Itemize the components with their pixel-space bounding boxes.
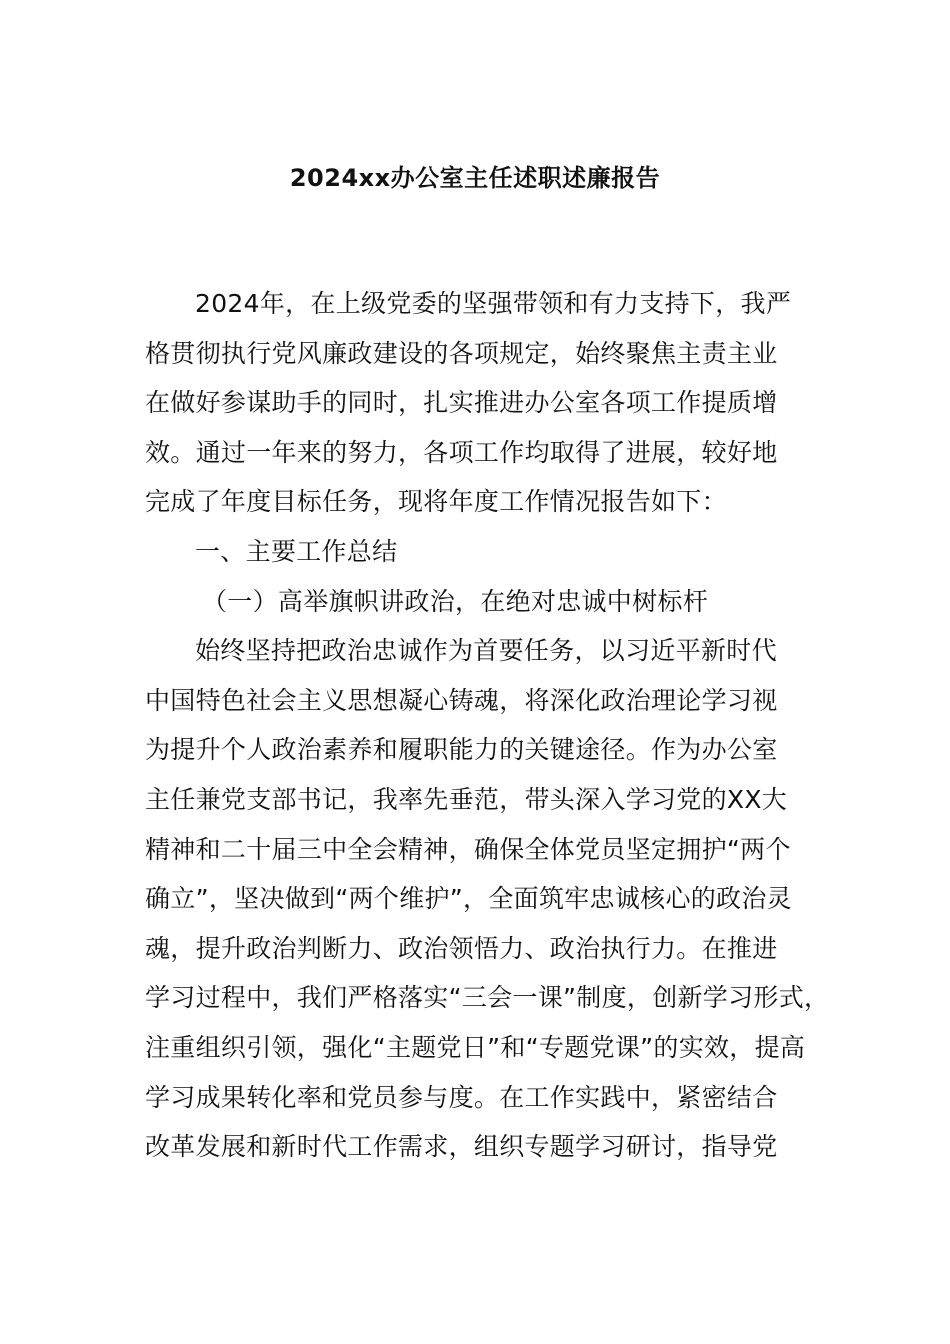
paragraph-line: 改革发展和新时代工作需求，组织专题学习研讨，指导党 [145,1132,778,1162]
paragraph-line: 注重组织引领，强化“主题党日”和“专题党课”的实效，提高 [145,1032,806,1062]
paragraph-line: 学习成果转化率和党员参与度。在工作实践中，紧密结合 [145,1082,778,1112]
paragraph-line: 始终坚持把政治忠诚作为首要任务，以习近平新时代 [195,636,777,666]
paragraph-line: 2024年，在上级党委的坚强带领和有力支持下，我严 [195,289,792,318]
paragraph-line: 魂，提升政治判断力、政治领悟力、政治执行力。在推进 [145,933,778,963]
section-heading: 一、主要工作总结 [195,536,398,566]
document-title: 2024xx办公室主任述职述廉报告 [289,164,661,192]
paragraph-line: 完成了年度目标任务，现将年度工作情况报告如下： [145,487,727,517]
subsection-heading: （一）高举旗帜讲政治，在绝对忠诚中树标杆 [202,586,709,616]
document-body [145,279,830,1172]
paragraph-line: 格贯彻执行党风廉政建设的各项规定，始终聚焦主责主业 [145,338,778,368]
paragraph-line: 学习过程中，我们严格落实“三会一课”制度，创新学习形式， [145,983,830,1013]
paragraph-line: 精神和二十届三中全会精神，确保全体党员坚定拥护“两个 [145,834,791,864]
paragraph-line: 确立”，坚决做到“两个维护”，全面筑牢忠诚核心的政治灵 [145,884,792,914]
paragraph-line: 为提升个人政治素养和履职能力的关键途径。作为办公室 [145,735,778,765]
paragraph-line: 效。通过一年来的努力，各项工作均取得了进展，较好地 [145,437,778,467]
paragraph-line: 主任兼党支部书记，我率先垂范，带头深入学习党的XX大 [145,784,788,814]
paragraph-line: 中国特色社会主义思想凝心铸魂，将深化政治理论学习视 [145,685,778,715]
paragraph-line: 在做好参谋助手的同时，扎实推进办公室各项工作提质增 [145,388,778,418]
